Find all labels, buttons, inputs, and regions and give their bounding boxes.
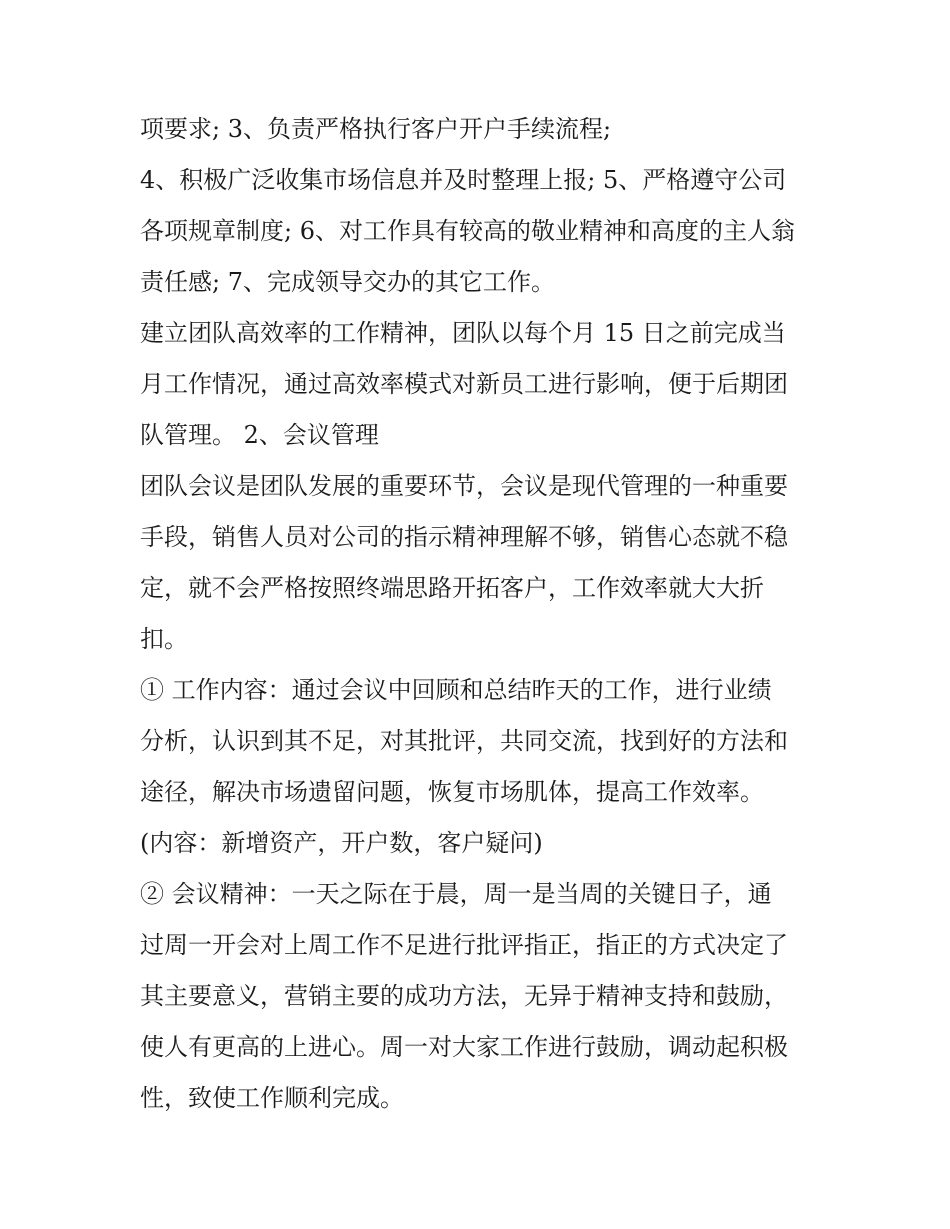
text-line: 其主要意义，营销主要的成功方法，无异于精神支持和鼓励， xyxy=(140,982,788,1010)
text-line: 分析，认识到其不足，对其批评，共同交流，找到好的方法和 xyxy=(140,727,788,755)
text-line: 手段，销售人员对公司的指示精神理解不够，销售心态就不稳 xyxy=(140,523,788,551)
text-line: 月工作情况，通过高效率模式对新员工进行影响，便于后期团 xyxy=(140,370,788,398)
text-line: 各项规章制度; 6、对工作具有较高的敬业精神和高度的主人翁 xyxy=(140,217,795,245)
text-line: 性，致使工作顺利完成。 xyxy=(140,1084,404,1112)
text-line: 队管理。 2、会议管理 xyxy=(140,421,379,449)
text-line: 使人有更高的上进心。周一对大家工作进行鼓励，调动起积极 xyxy=(140,1033,788,1061)
text-line: 定，就不会严格按照终端思路开拓客户，工作效率就大大折 xyxy=(140,574,764,602)
text-line: 扣。 xyxy=(140,625,188,653)
text-line: 4、积极广泛收集市场信息并及时整理上报; 5、严格遵守公司 xyxy=(140,166,787,194)
text-line: ① 工作内容：通过会议中回顾和总结昨天的工作，进行业绩 xyxy=(140,676,772,704)
document-body xyxy=(140,104,820,1124)
text-line: (内容：新增资产，开户数，客户疑问) xyxy=(140,829,543,857)
text-line: 过周一开会对上周工作不足进行批评指正，指正的方式决定了 xyxy=(140,931,788,959)
text-line: 建立团队高效率的工作精神，团队以每个月 15 日之前完成当 xyxy=(140,319,786,347)
text-line: 责任感; 7、完成领导交办的其它工作。 xyxy=(140,268,555,296)
text-line: ② 会议精神：一天之际在于晨，周一是当周的关键日子，通 xyxy=(140,880,772,908)
text-line: 项要求; 3、负责严格执行客户开户手续流程; xyxy=(140,115,612,143)
text-line: 团队会议是团队发展的重要环节，会议是现代管理的一种重要 xyxy=(140,472,788,500)
text-line: 途径，解决市场遗留问题，恢复市场肌体，提高工作效率。 xyxy=(140,778,764,806)
